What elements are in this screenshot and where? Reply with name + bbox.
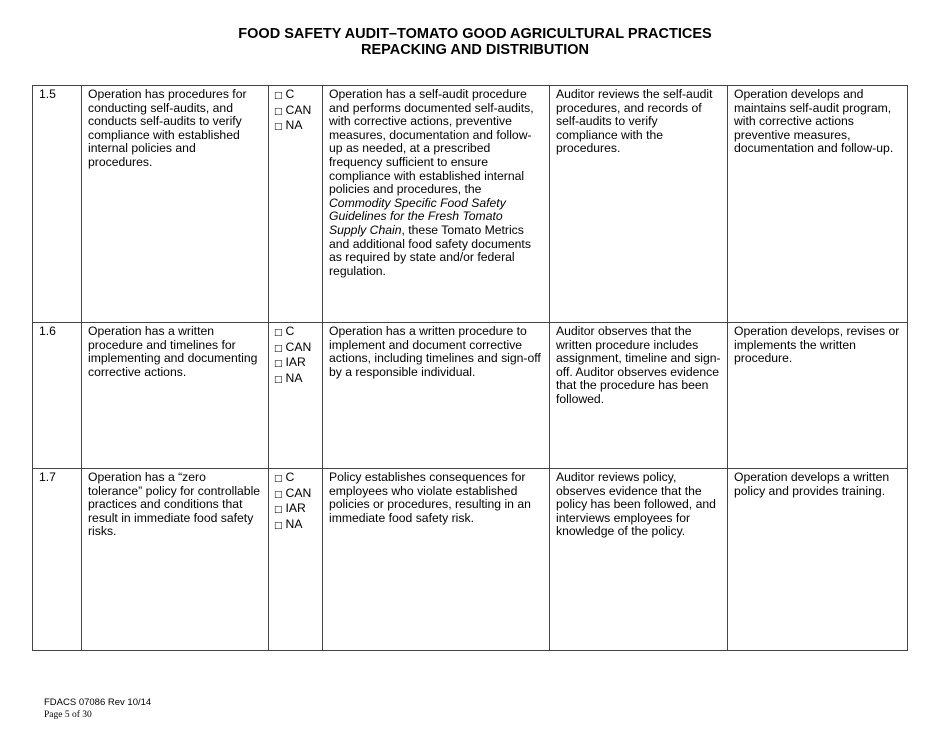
item-number: 1.6 <box>33 323 82 469</box>
criteria-text: Operation has a self-audit procedure and performs documented self-audits, with corrective actions, preventive measures, documentation and follow-up as needed, at a prescribed frequency sufficient to ensure compliance with established internal policies and procedures, the Commodity Specific Food Safety Guidelines for the Fresh Tomato Supply Chain, these Tomato Metrics and additional food safety documents as required by state and/or federal regulation. <box>323 86 550 323</box>
checkbox-option[interactable]: □ CAN <box>274 485 312 500</box>
title-line-1: FOOD SAFETY AUDIT–TOMATO GOOD AGRICULTURAL PRACTICES <box>238 26 712 42</box>
checkbox-icon[interactable]: □ <box>274 91 283 101</box>
checkbox-option[interactable]: □ IAR <box>274 501 306 516</box>
title-line-2: REPACKING AND DISTRIBUTION <box>361 42 589 58</box>
page-footer <box>44 697 151 721</box>
requirement-text: Operation has a written procedure and timelines for implementing and documenting corrective actions. <box>82 323 269 469</box>
checkbox-icon[interactable]: □ <box>274 474 283 484</box>
table-row <box>33 469 908 651</box>
form-code: FDACS 07086 Rev 10/14 <box>44 697 152 708</box>
item-number: 1.7 <box>33 469 82 651</box>
verification-text: Auditor reviews policy, observes evidence that the policy has been followed, and interviews employees for knowledge of the policy. <box>550 469 728 651</box>
checkbox-option[interactable]: □ CAN <box>274 339 312 354</box>
requirement-text: Operation has procedures for conducting self-audits, and conducts self-audits to verify compliance with established internal policies and procedures. <box>82 86 269 323</box>
checkbox-icon[interactable]: □ <box>274 343 283 354</box>
corrective-action-text: Operation develops a written policy and provides training. <box>728 469 908 651</box>
checkbox-icon[interactable]: □ <box>274 374 283 385</box>
checkbox-option[interactable]: □ NA <box>274 370 303 385</box>
compliance-options <box>269 86 323 323</box>
checkbox-option[interactable]: □ CAN <box>274 102 312 117</box>
checkbox-option[interactable]: □ C <box>274 87 295 101</box>
checkbox-option[interactable]: □ C <box>274 324 295 338</box>
compliance-options <box>269 323 323 469</box>
compliance-options <box>269 469 323 651</box>
checkbox-icon[interactable]: □ <box>274 489 283 500</box>
checkbox-icon[interactable]: □ <box>274 505 283 516</box>
document-title <box>0 26 950 58</box>
verification-text: Auditor reviews the self-audit procedures, and records of self-audits to verify compliance with the procedures. <box>550 86 728 323</box>
criteria-text: Policy establishes consequences for employees who violate established policies or procedures, resulting in an immediate food safety risk. <box>323 469 550 651</box>
criteria-text: Operation has a written procedure to implement and document corrective actions, including timelines and sign-off by a responsible individual. <box>323 323 550 469</box>
checkbox-option[interactable]: □ NA <box>274 118 303 133</box>
corrective-action-text: Operation develops, revises or implements the written procedure. <box>728 323 908 469</box>
checkbox-icon[interactable]: □ <box>274 520 283 531</box>
table-row <box>33 323 908 469</box>
page-number: Page 5 of 30 <box>44 710 92 720</box>
checkbox-option[interactable]: □ C <box>274 470 295 484</box>
checkbox-option[interactable]: □ NA <box>274 516 303 531</box>
checkbox-icon[interactable]: □ <box>274 328 283 338</box>
verification-text: Auditor observes that the written procedure includes assignment, timeline and sign-off. Auditor observes evidence that the procedure has been followed. <box>550 323 728 469</box>
checkbox-icon[interactable]: □ <box>274 359 283 370</box>
corrective-action-text: Operation develops and maintains self-audit program, with corrective actions preventive measures, documentation and follow-up. <box>728 86 908 323</box>
audit-table <box>32 85 908 651</box>
checkbox-icon[interactable]: □ <box>274 122 283 133</box>
item-number: 1.5 <box>33 86 82 323</box>
checkbox-option[interactable]: □ IAR <box>274 355 306 370</box>
checkbox-icon[interactable]: □ <box>274 106 283 117</box>
table-row <box>33 86 908 323</box>
requirement-text: Operation has a “zero tolerance” policy for controllable practices and conditions that result in immediate food safety risks. <box>82 469 269 651</box>
